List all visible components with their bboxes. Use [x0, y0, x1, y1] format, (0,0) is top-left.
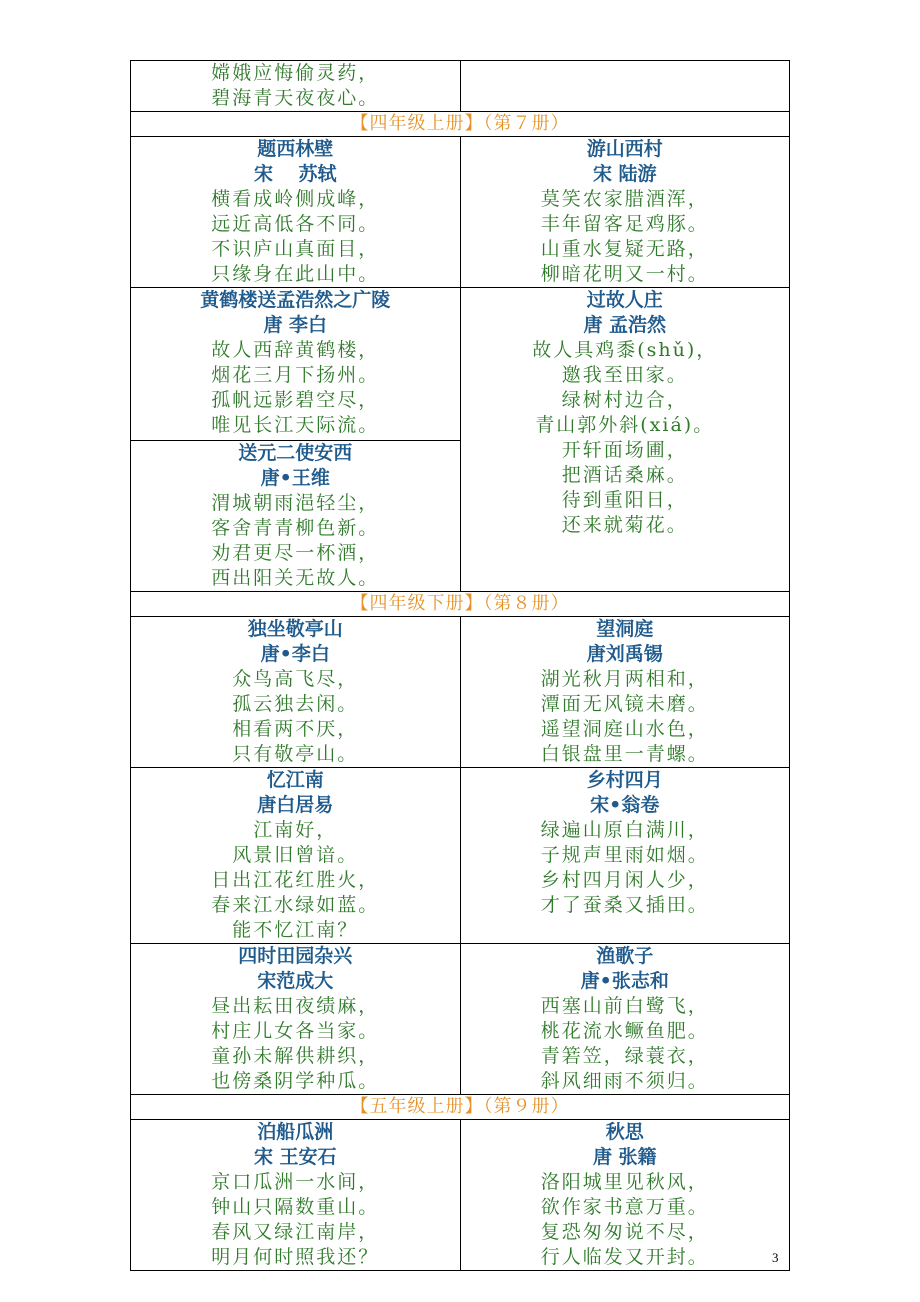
poem-title: 题西林壁: [257, 138, 334, 160]
poem-line: 白银盘里一青螺。: [540, 743, 709, 765]
right-cell: [460, 137, 790, 288]
poem-line: 碧海青天夜夜心。: [211, 87, 380, 109]
left-cell: [131, 617, 461, 768]
right-cell: [460, 944, 790, 1095]
poem-line: 洛阳城里见秋风，: [540, 1171, 709, 1193]
poem-row: [131, 137, 790, 288]
poem: [131, 440, 460, 591]
poem-title: 忆江南: [266, 769, 324, 791]
poem-title: 望洞庭: [596, 618, 654, 640]
poem: [131, 617, 460, 767]
poem-line: 故人西辞黄鹤楼，: [211, 339, 380, 361]
poem-author: 宋•翁卷: [590, 794, 660, 816]
poem-line: 还来就菊花。: [561, 514, 688, 536]
poem-line: 绿树村边合，: [561, 389, 688, 411]
section-row: [131, 112, 790, 137]
section-heading: 【五年级上册】（第９册）: [350, 1096, 570, 1117]
poem-line: 江南好，: [253, 819, 338, 841]
right-cell: [460, 768, 790, 944]
poem: [131, 61, 460, 111]
poem-line: 众鸟高飞尽，: [232, 668, 359, 690]
poem: [131, 1120, 460, 1270]
section-cell: [131, 1095, 790, 1120]
poem-line: 渭城朝雨浥轻尘，: [211, 492, 380, 514]
left-cell: [131, 137, 461, 288]
poem-author: 宋 陆游: [592, 163, 657, 185]
section-row: [131, 592, 790, 617]
poem-line: 湖光秋月两相和，: [540, 668, 709, 690]
left-cell: [131, 768, 461, 944]
poem-title: 乡村四月: [586, 769, 663, 791]
poem-title: 过故人庄: [586, 289, 663, 311]
poem-title: 渔歌子: [596, 945, 654, 967]
poem-line: 风景旧曾谙。: [232, 844, 359, 866]
poem-line: 莫笑农家腊酒浑，: [540, 188, 709, 210]
poem-line: 邀我至田家。: [561, 364, 688, 386]
poem-author: 唐白居易: [257, 794, 334, 816]
poem-author: 宋 苏轼: [253, 163, 337, 185]
poem-title: 独坐敬亭山: [247, 618, 343, 640]
poem-title: 秋思: [605, 1121, 644, 1143]
poem-line: 开轩面场圃，: [561, 439, 688, 461]
poem-line: 钟山只隔数重山。: [211, 1196, 380, 1218]
poem-line: 复恐匆匆说不尽，: [540, 1221, 709, 1243]
poem-line: 桃花流水鳜鱼肥。: [540, 1020, 709, 1042]
poem-line: 明月何时照我还？: [211, 1246, 380, 1268]
poem-author: 宋 王安石: [253, 1146, 337, 1168]
poem-row: [131, 61, 790, 112]
right-cell: [460, 288, 790, 592]
poem: [131, 768, 460, 943]
poem-title: 四时田园杂兴: [238, 945, 353, 967]
section-heading: 【四年级上册】（第７册）: [350, 113, 570, 134]
poem-table: [130, 60, 790, 1271]
poem-line: 劝君更尽一杯酒，: [211, 542, 380, 564]
poem-line: 山重水复疑无路，: [540, 238, 709, 260]
poem-line: 只缘身在此山中。: [211, 263, 380, 285]
poem-row: [131, 1120, 790, 1271]
poem-title: 泊船瓜洲: [257, 1121, 334, 1143]
poem-author: 唐 孟浩然: [583, 314, 667, 336]
section-row: [131, 1095, 790, 1120]
poem-author: 唐刘禹锡: [586, 643, 663, 665]
poem-line: 斜风细雨不须归。: [540, 1070, 709, 1092]
poem-line: 唯见长江天际流。: [211, 414, 380, 436]
page-number: 3: [772, 1250, 779, 1265]
poem: [131, 288, 460, 438]
poem-author: 唐 张籍: [592, 1146, 657, 1168]
poem-line: 孤帆远影碧空尽，: [211, 389, 380, 411]
poem-row: [131, 617, 790, 768]
poem-line: 西出阳关无故人。: [211, 567, 380, 589]
poem: [461, 768, 790, 918]
poem-line: 客舍青青柳色新。: [211, 517, 380, 539]
poem-author: 宋范成大: [257, 970, 334, 992]
left-cell: [131, 61, 461, 112]
poem-row: [131, 944, 790, 1095]
section-cell: [131, 112, 790, 137]
poem-line: 子规声里雨如烟。: [540, 844, 709, 866]
poem-line: 春风又绿江南岸，: [211, 1221, 380, 1243]
poem-line: 能不忆江南？: [232, 919, 359, 941]
poem-author: 唐 李白: [263, 314, 328, 336]
poem-line: 横看成岭侧成峰，: [211, 188, 380, 210]
poem-line: 童孙未解供耕织，: [211, 1045, 380, 1067]
poem-line: 春来江水绿如蓝。: [211, 894, 380, 916]
poem-line: 丰年留客足鸡豚。: [540, 213, 709, 235]
poem: [461, 137, 790, 287]
poem: [131, 137, 460, 287]
poem-line: 孤云独去闲。: [232, 693, 359, 715]
poem-line: 故人具鸡黍(shǔ)，: [532, 339, 718, 361]
poem-line: 柳暗花明又一村。: [540, 263, 709, 285]
poem-line: 绿遍山原白满川，: [540, 819, 709, 841]
poem-line: 也傍桑阴学种瓜。: [211, 1070, 380, 1092]
poem-line: 待到重阳日，: [561, 489, 688, 511]
poem: [131, 944, 460, 1094]
poem-line: 昼出耘田夜绩麻，: [211, 995, 380, 1017]
poem-line: 烟花三月下扬州。: [211, 364, 380, 386]
section-heading: 【四年级下册】（第８册）: [350, 593, 570, 614]
poem-line: 遥望洞庭山水色，: [540, 718, 709, 740]
poem-line: 不识庐山真面目，: [211, 238, 380, 260]
poem-line: 乡村四月闲人少，: [540, 869, 709, 891]
poem-author: 唐•李白: [260, 643, 330, 665]
poem-line: 青箬笠，绿蓑衣，: [540, 1045, 709, 1067]
poem-line: 远近高低各不同。: [211, 213, 380, 235]
right-cell: [460, 61, 790, 112]
poem-row: [131, 768, 790, 944]
poem-line: 青山郭外斜(xiá)。: [535, 414, 715, 436]
poem-line: 潭面无风镜未磨。: [540, 693, 709, 715]
section-cell: [131, 592, 790, 617]
poem-line: 只有敬亭山。: [232, 743, 359, 765]
right-cell: [460, 617, 790, 768]
poem-line: 行人临发又开封。: [540, 1246, 709, 1268]
poem: [461, 944, 790, 1094]
poem-line: 日出江花红胜火，: [211, 869, 380, 891]
poem-row: [131, 288, 790, 592]
poem-title: 游山西村: [586, 138, 663, 160]
poem-title: 黄鹤楼送孟浩然之广陵: [200, 289, 391, 311]
right-cell: [460, 1120, 790, 1271]
poem-author: 唐•张志和: [580, 970, 669, 992]
poem-line: 把酒话桑麻。: [561, 464, 688, 486]
poem-author: 唐•王维: [260, 467, 330, 489]
poem-line: 才了蚕桑又插田。: [540, 894, 709, 916]
poem-line: 嫦娥应悔偷灵药，: [211, 62, 380, 84]
left-cell: [131, 944, 461, 1095]
poem-line: 相看两不厌，: [232, 718, 359, 740]
left-cell: [131, 288, 461, 592]
poem-line: 欲作家书意万重。: [540, 1196, 709, 1218]
poem: [461, 288, 790, 538]
poem: [461, 617, 790, 767]
poem-title: 送元二使安西: [238, 442, 353, 464]
left-cell: [131, 1120, 461, 1271]
poem: [461, 1120, 790, 1270]
poem-line: 村庄儿女各当家。: [211, 1020, 380, 1042]
poem-line: 西塞山前白鹭飞，: [540, 995, 709, 1017]
poem-table-body: [131, 61, 790, 1271]
poem-line: 京口瓜洲一水间，: [211, 1171, 380, 1193]
